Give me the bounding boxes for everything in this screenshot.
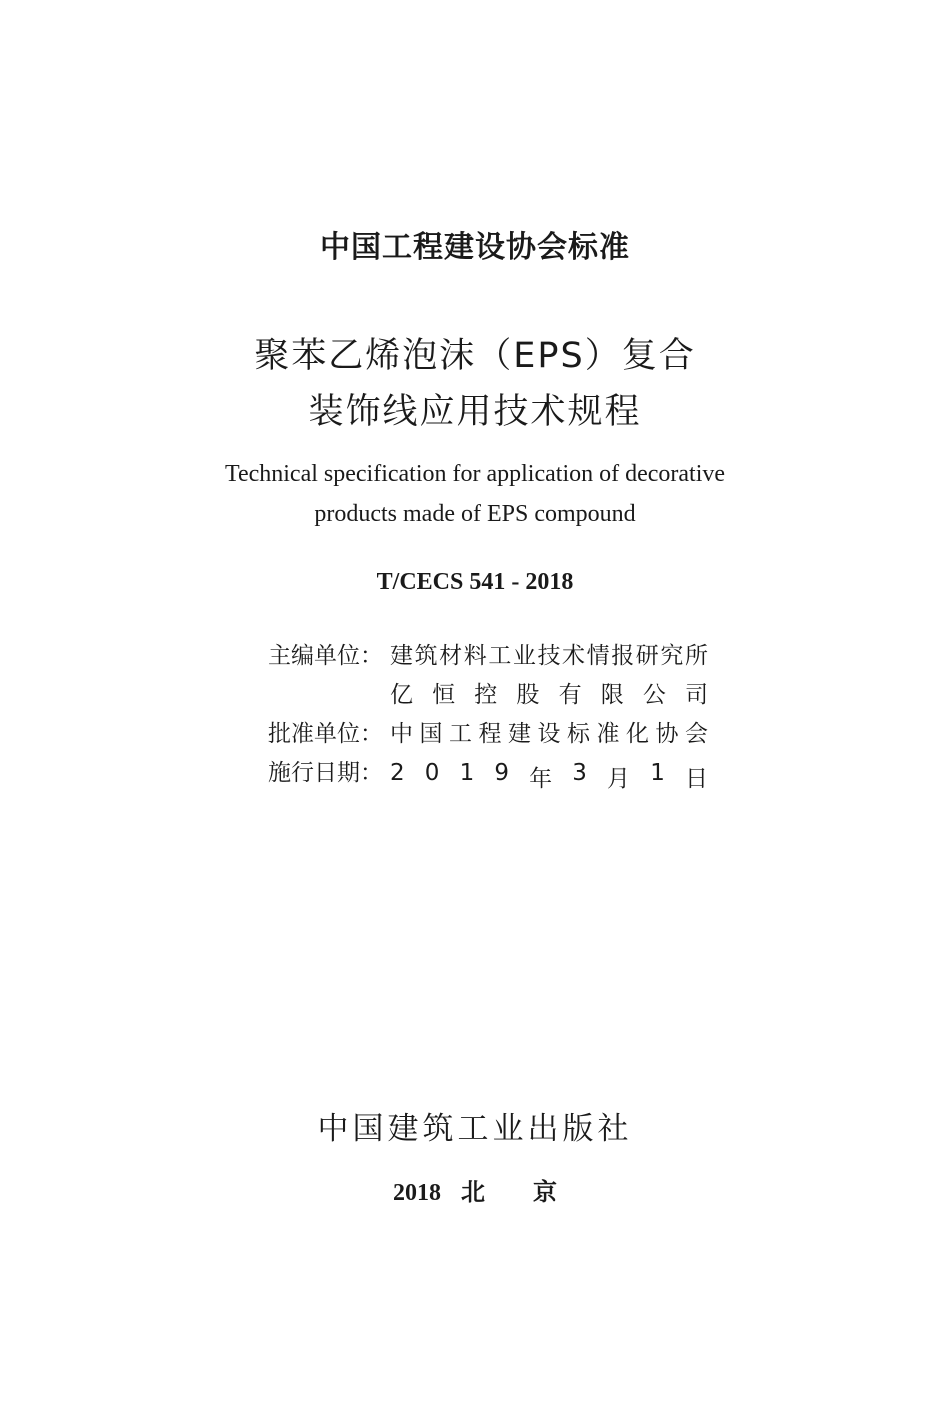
imprint-year: 2018: [393, 1180, 441, 1206]
effective-date: 2 0 1 9 年 3 月 1 日: [390, 760, 708, 792]
standard-code: T/CECS 541 - 2018: [376, 569, 574, 595]
publisher-name: 中国建筑工业出版社: [317, 1111, 633, 1147]
english-title-line-2: products made of EPS compound: [314, 501, 636, 527]
document-title-line-2: 装饰线应用技术规程: [308, 392, 642, 432]
document-title-line-1: 聚苯乙烯泡沫（EPS）复合: [254, 336, 696, 376]
approver-label: 批准单位：: [268, 721, 383, 747]
editor-name-2: 亿 恒 控 股 有 限 公 司: [390, 682, 708, 708]
standard-series-title: 中国工程建设协会标准: [320, 230, 630, 265]
editor-row: [268, 637, 708, 670]
english-title-line-1: Technical specification for application of decorative: [224, 461, 726, 487]
imprint-city: 北 京: [461, 1178, 557, 1206]
editor-label: 主编单位：: [268, 643, 383, 669]
editor-name-1: 建 筑 材 料 工 业 技 术 情 报 研 究 所: [390, 643, 708, 669]
effective-date-row: [268, 754, 708, 793]
editor-row-2: [268, 676, 708, 709]
approver-name: 中 国 工 程 建 设 标 准 化 协 会: [390, 721, 708, 747]
effective-date-label: 施行日期：: [268, 760, 383, 786]
imprint: [0, 1172, 950, 1207]
approver-row: [268, 715, 708, 748]
